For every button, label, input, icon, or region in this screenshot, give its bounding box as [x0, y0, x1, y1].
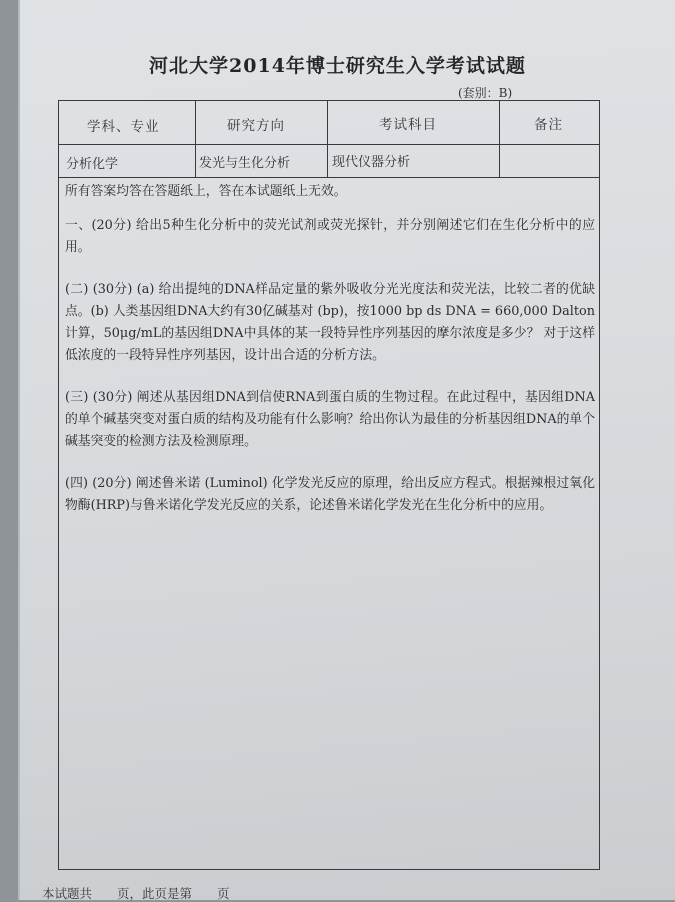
exam-table — [58, 100, 600, 870]
table-rule-header — [59, 144, 599, 145]
question-4: (四) (20分) 阐述鲁米诺 (Luminol) 化学发光反应的原理，给出反应方程式。根据辣根过氧化物酶(HRP)与鲁米诺化学发光反应的关系，论述鲁米诺化学发光在生化分析中的应用。 — [65, 476, 595, 513]
header-discipline: 学科、专业 — [87, 119, 160, 135]
header-exam-subject: 考试科目 — [379, 117, 437, 133]
table-col-divider-3 — [499, 101, 500, 177]
table-col-divider-1 — [195, 101, 196, 177]
page-count-footer: 本试题共 页，此页是第 页 — [42, 886, 230, 901]
header-remarks: 备注 — [534, 117, 563, 133]
question-2: (二) (30分) (a) 给出提纯的DNA样品定量的紫外吸收分光光度法和荧光法，比较二者的优缺点。(b) 人类基因组DNA大约有30亿碱基对 (bp)，按1000 bp ds DNA = 660,000 Dalton计算，50μg/mL的基因组DNA中具体的某一段特异性序列基因的摩尔浓度是多少？ 对于这样低浓度的一段特异性序列基因，设计出合适的分析方法。 — [65, 282, 595, 363]
header-research-direction: 研究方向 — [227, 118, 285, 134]
cell-exam-subject: 现代仪器分析 — [332, 155, 411, 170]
table-rule-row — [59, 177, 599, 178]
question-3: (三) (30分) 阐述从基因组DNA到信使RNA到蛋白质的生物过程。在此过程中，基因组DNA的单个碱基突变对蛋白质的结构及功能有什么影响？给出你认为最佳的分析基因组DNA的单个碱基突变的检测方法及检测原理。 — [65, 390, 595, 449]
paper-version: (套别：B) — [458, 86, 513, 100]
table-col-divider-2 — [327, 101, 328, 177]
exam-content — [65, 181, 595, 537]
cell-discipline: 分析化学 — [66, 157, 119, 172]
cell-research-direction: 发光与生化分析 — [199, 156, 291, 171]
exam-title: 河北大学2014年博士研究生入学考试试题 — [149, 55, 526, 77]
answer-instructions: 所有答案均答在答题纸上，答在本试题纸上无效。 — [65, 184, 347, 199]
sheet-edge — [18, 0, 20, 900]
question-1: 一、(20分) 给出5种生化分析中的荧光试剂或荧光探针，并分别阐述它们在生化分析中的应用。 — [65, 218, 595, 255]
